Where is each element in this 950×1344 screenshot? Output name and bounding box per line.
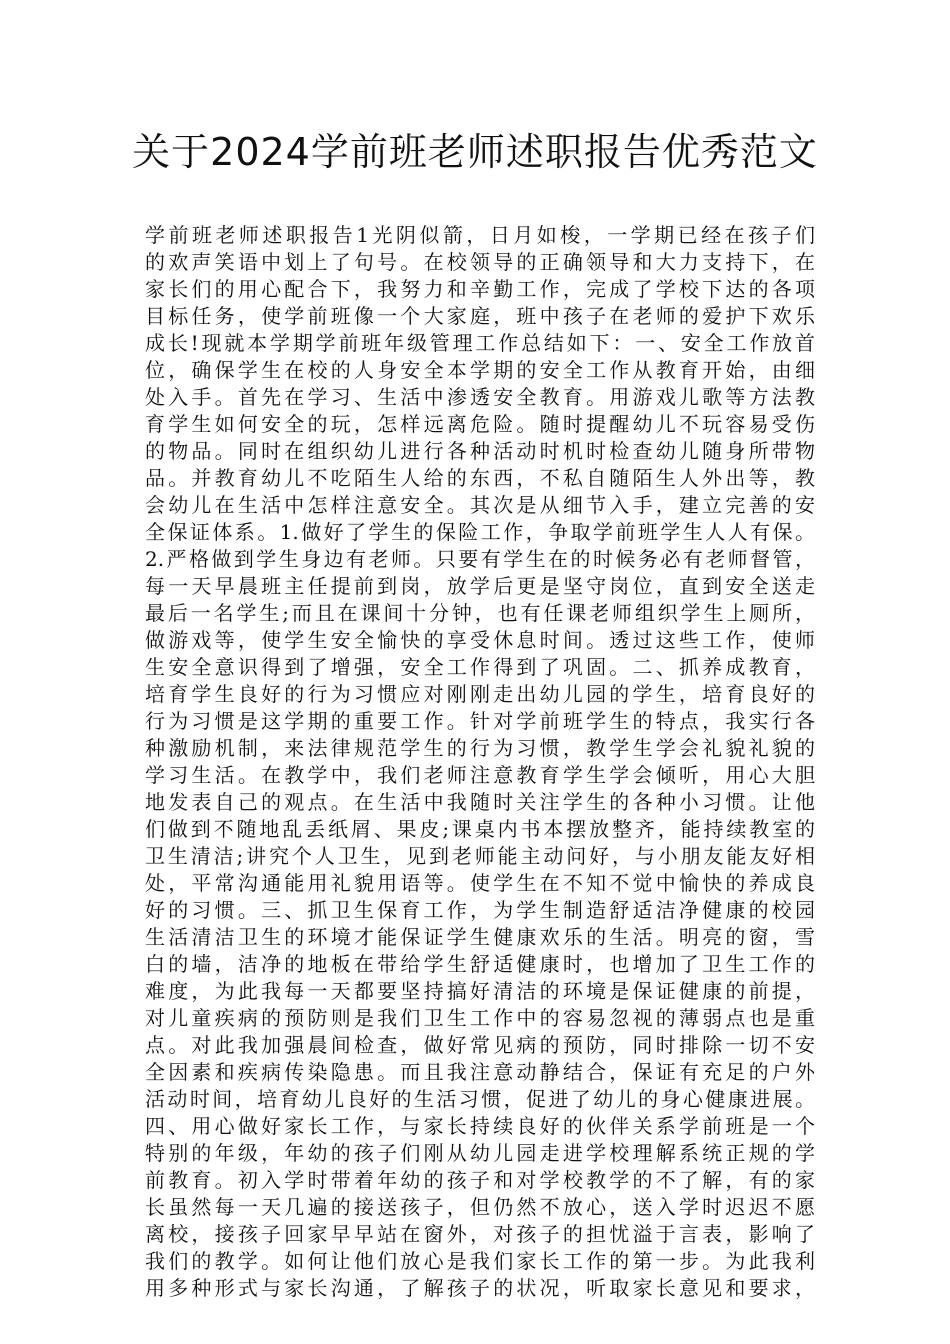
- body-line: 离校，接孩子回家早早站在窗外，对孩子的担忧溢于言表，影响了: [145, 1222, 815, 1246]
- body-line: 育学生如何安全的玩，怎样远离危险。随时提醒幼儿不玩容易受伤: [145, 412, 815, 436]
- body-line: 好的习惯。三、抓卫生保育工作，为学生制造舒适洁净健康的校园: [145, 898, 815, 922]
- body-line: 特别的年级，年幼的孩子们刚从幼儿园走进学校理解系统正规的学: [145, 1141, 815, 1165]
- body-line: 种激励机制，来法律规范学生的行为习惯，教学生学会礼貌礼貌的: [145, 736, 815, 760]
- body-line: 家长们的用心配合下，我努力和辛勤工作，完成了学校下达的各项: [145, 277, 815, 301]
- body-line: 用多种形式与家长沟通，了解孩子的状况，听取家长意见和要求，: [145, 1276, 815, 1300]
- body-line: 四、用心做好家长工作，与家长持续良好的伙伴关系学前班是一个: [145, 1114, 815, 1138]
- document-title: 关于2024学前班老师述职报告优秀范文: [132, 130, 818, 174]
- body-line: 生活清洁卫生的环境才能保证学生健康欢乐的生活。明亮的窗，雪: [145, 925, 815, 949]
- body-line: 的物品。同时在组织幼儿进行各种活动时机时检查幼儿随身所带物: [145, 439, 815, 463]
- body-line: 对儿童疾病的预防则是我们卫生工作中的容易忽视的薄弱点也是重: [145, 1006, 815, 1030]
- body-line: 活动时间，培育幼儿良好的生活习惯，促进了幼儿的身心健康进展。: [145, 1087, 815, 1111]
- body-line: 卫生清洁;讲究个人卫生，见到老师能主动问好，与小朋友能友好相: [145, 844, 815, 868]
- body-line: 会幼儿在生活中怎样注意安全。其次是从细节入手，建立完善的安: [145, 493, 815, 517]
- body-line: 处入手。首先在学习、生活中渗透安全教育。用游戏儿歌等方法教: [145, 385, 815, 409]
- document-body: [145, 222, 815, 1302]
- body-line: 难度，为此我每一天都要坚持搞好清洁的环境是保证健康的前提，: [145, 979, 815, 1003]
- body-line: 品。并教育幼儿不吃陌生人给的东西，不私自随陌生人外出等，教: [145, 466, 815, 490]
- body-line: 全因素和疾病传染隐患。而且我注意动静结合，保证有充足的户外: [145, 1060, 815, 1084]
- body-line: 培育学生良好的行为习惯应对刚刚走出幼儿园的学生，培育良好的: [145, 682, 815, 706]
- body-line: 地发表自己的观点。在生活中我随时关注学生的各种小习惯。让他: [145, 790, 815, 814]
- body-line: 成长!现就本学期学前班年级管理工作总结如下：一、安全工作放首: [145, 331, 815, 355]
- body-line: 前教育。初入学时带着年幼的孩子和对学校教学的不了解，有的家: [145, 1168, 815, 1192]
- body-line: 2.严格做到学生身边有老师。只要有学生在的时候务必有老师督管，: [145, 547, 815, 571]
- body-line: 生安全意识得到了增强，安全工作得到了巩固。二、抓养成教育，: [145, 655, 815, 679]
- body-line: 点。对此我加强晨间检查，做好常见病的预防，同时排除一切不安: [145, 1033, 815, 1057]
- body-line: 目标任务，使学前班像一个大家庭，班中孩子在老师的爱护下欢乐: [145, 304, 815, 328]
- body-line: 最后一名学生;而且在课间十分钟，也有任课老师组织学生上厕所，: [145, 601, 815, 625]
- body-line: 长虽然每一天几遍的接送孩子，但仍然不放心，送入学时迟迟不愿: [145, 1195, 815, 1219]
- body-line: 全保证体系。1.做好了学生的保险工作，争取学前班学生人人有保。: [145, 520, 815, 544]
- body-line: 我们的教学。如何让他们放心是我们家长工作的第一步。为此我利: [145, 1249, 815, 1273]
- body-line: 学前班老师述职报告1光阴似箭，日月如梭，一学期已经在孩子们: [145, 223, 815, 247]
- body-line: 处，平常沟通能用礼貌用语等。使学生在不知不觉中愉快的养成良: [145, 871, 815, 895]
- body-line: 们做到不随地乱丢纸屑、果皮;课桌内书本摆放整齐，能持续教室的: [145, 817, 815, 841]
- body-line: 行为习惯是这学期的重要工作。针对学前班学生的特点，我实行各: [145, 709, 815, 733]
- body-line: 的欢声笑语中划上了句号。在校领导的正确领导和大力支持下，在: [145, 250, 815, 274]
- body-line: 白的墙，洁净的地板在带给学生舒适健康时，也增加了卫生工作的: [145, 952, 815, 976]
- body-line: 做游戏等，使学生安全愉快的享受休息时间。透过这些工作，使师: [145, 628, 815, 652]
- body-line: 位，确保学生在校的人身安全本学期的安全工作从教育开始，由细: [145, 358, 815, 382]
- body-line: 每一天早晨班主任提前到岗，放学后更是坚守岗位，直到安全送走: [145, 574, 815, 598]
- body-line: 学习生活。在教学中，我们老师注意教育学生学会倾听，用心大胆: [145, 763, 815, 787]
